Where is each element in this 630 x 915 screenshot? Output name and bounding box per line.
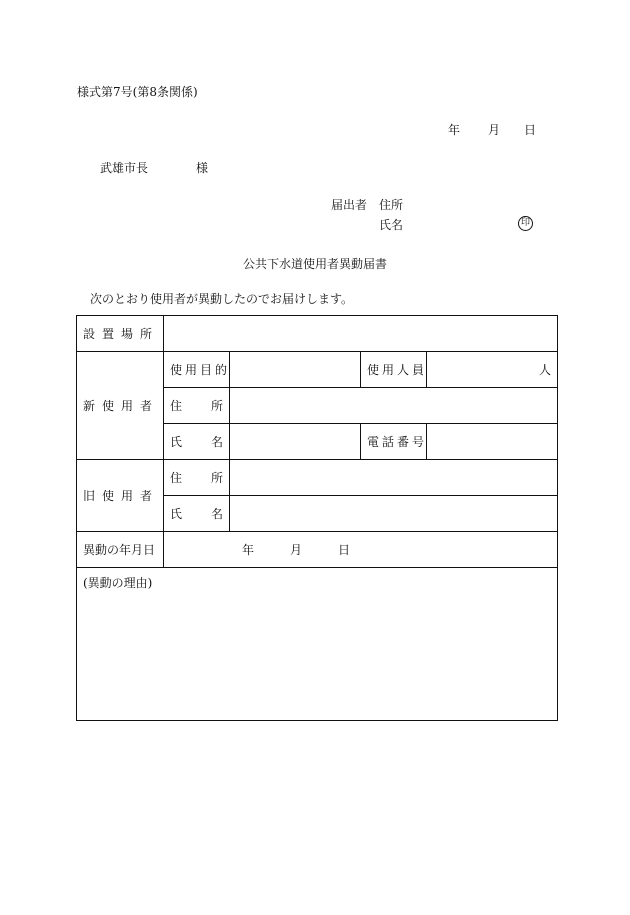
document-title: 公共下水道使用者異動届書 [242,257,387,271]
form-number: 様式第7号(第8条関係) [77,85,198,99]
phone-field[interactable] [427,424,558,460]
recipient [100,161,208,175]
reason-label: (異動の理由) [83,576,153,590]
change-date-day: 日 [338,543,351,557]
old-name-label: 氏 名 [164,496,230,532]
new-name-label: 氏 名 [164,424,230,460]
new-address-field[interactable] [230,388,558,424]
user-count-label: 使用人員 [361,352,427,388]
old-address-label: 住 所 [164,460,230,496]
change-date-label: 異動の年月日 [77,532,164,568]
date-day: 日 [524,123,537,137]
location-label: 設置場所 [77,316,164,352]
user-count-field[interactable] [427,352,558,388]
applicant-address-label: 住所 [379,198,404,212]
old-name-field[interactable] [230,496,558,532]
old-address-field[interactable] [230,460,558,496]
applicant-label: 届出者 [331,198,368,212]
seal-mark: 印 [518,216,533,231]
old-user-label: 旧使用者 [77,460,164,532]
new-address-label: 住 所 [164,388,230,424]
location-field[interactable] [164,316,558,352]
date-month: 月 [488,123,501,137]
notification-form-table [76,315,558,721]
applicant-block [331,198,403,238]
new-name-field[interactable] [230,424,361,460]
intro-text: 次のとおり使用者が異動したのでお届けします。 [90,292,354,306]
purpose-label: 使用目的 [164,352,230,388]
recipient-name: 武雄市長 [100,161,149,175]
person-unit: 人 [538,363,551,377]
date-year: 年 [448,123,461,137]
submission-date [448,123,536,137]
applicant-name-label: 氏名 [379,218,404,232]
recipient-honorific: 様 [196,161,209,175]
new-user-label: 新使用者 [77,352,164,460]
phone-label: 電話番号 [361,424,427,460]
reason-field[interactable] [77,568,558,721]
change-date-month: 月 [290,543,303,557]
purpose-field[interactable] [230,352,361,388]
change-date-field[interactable] [164,532,558,568]
change-date-year: 年 [242,543,255,557]
